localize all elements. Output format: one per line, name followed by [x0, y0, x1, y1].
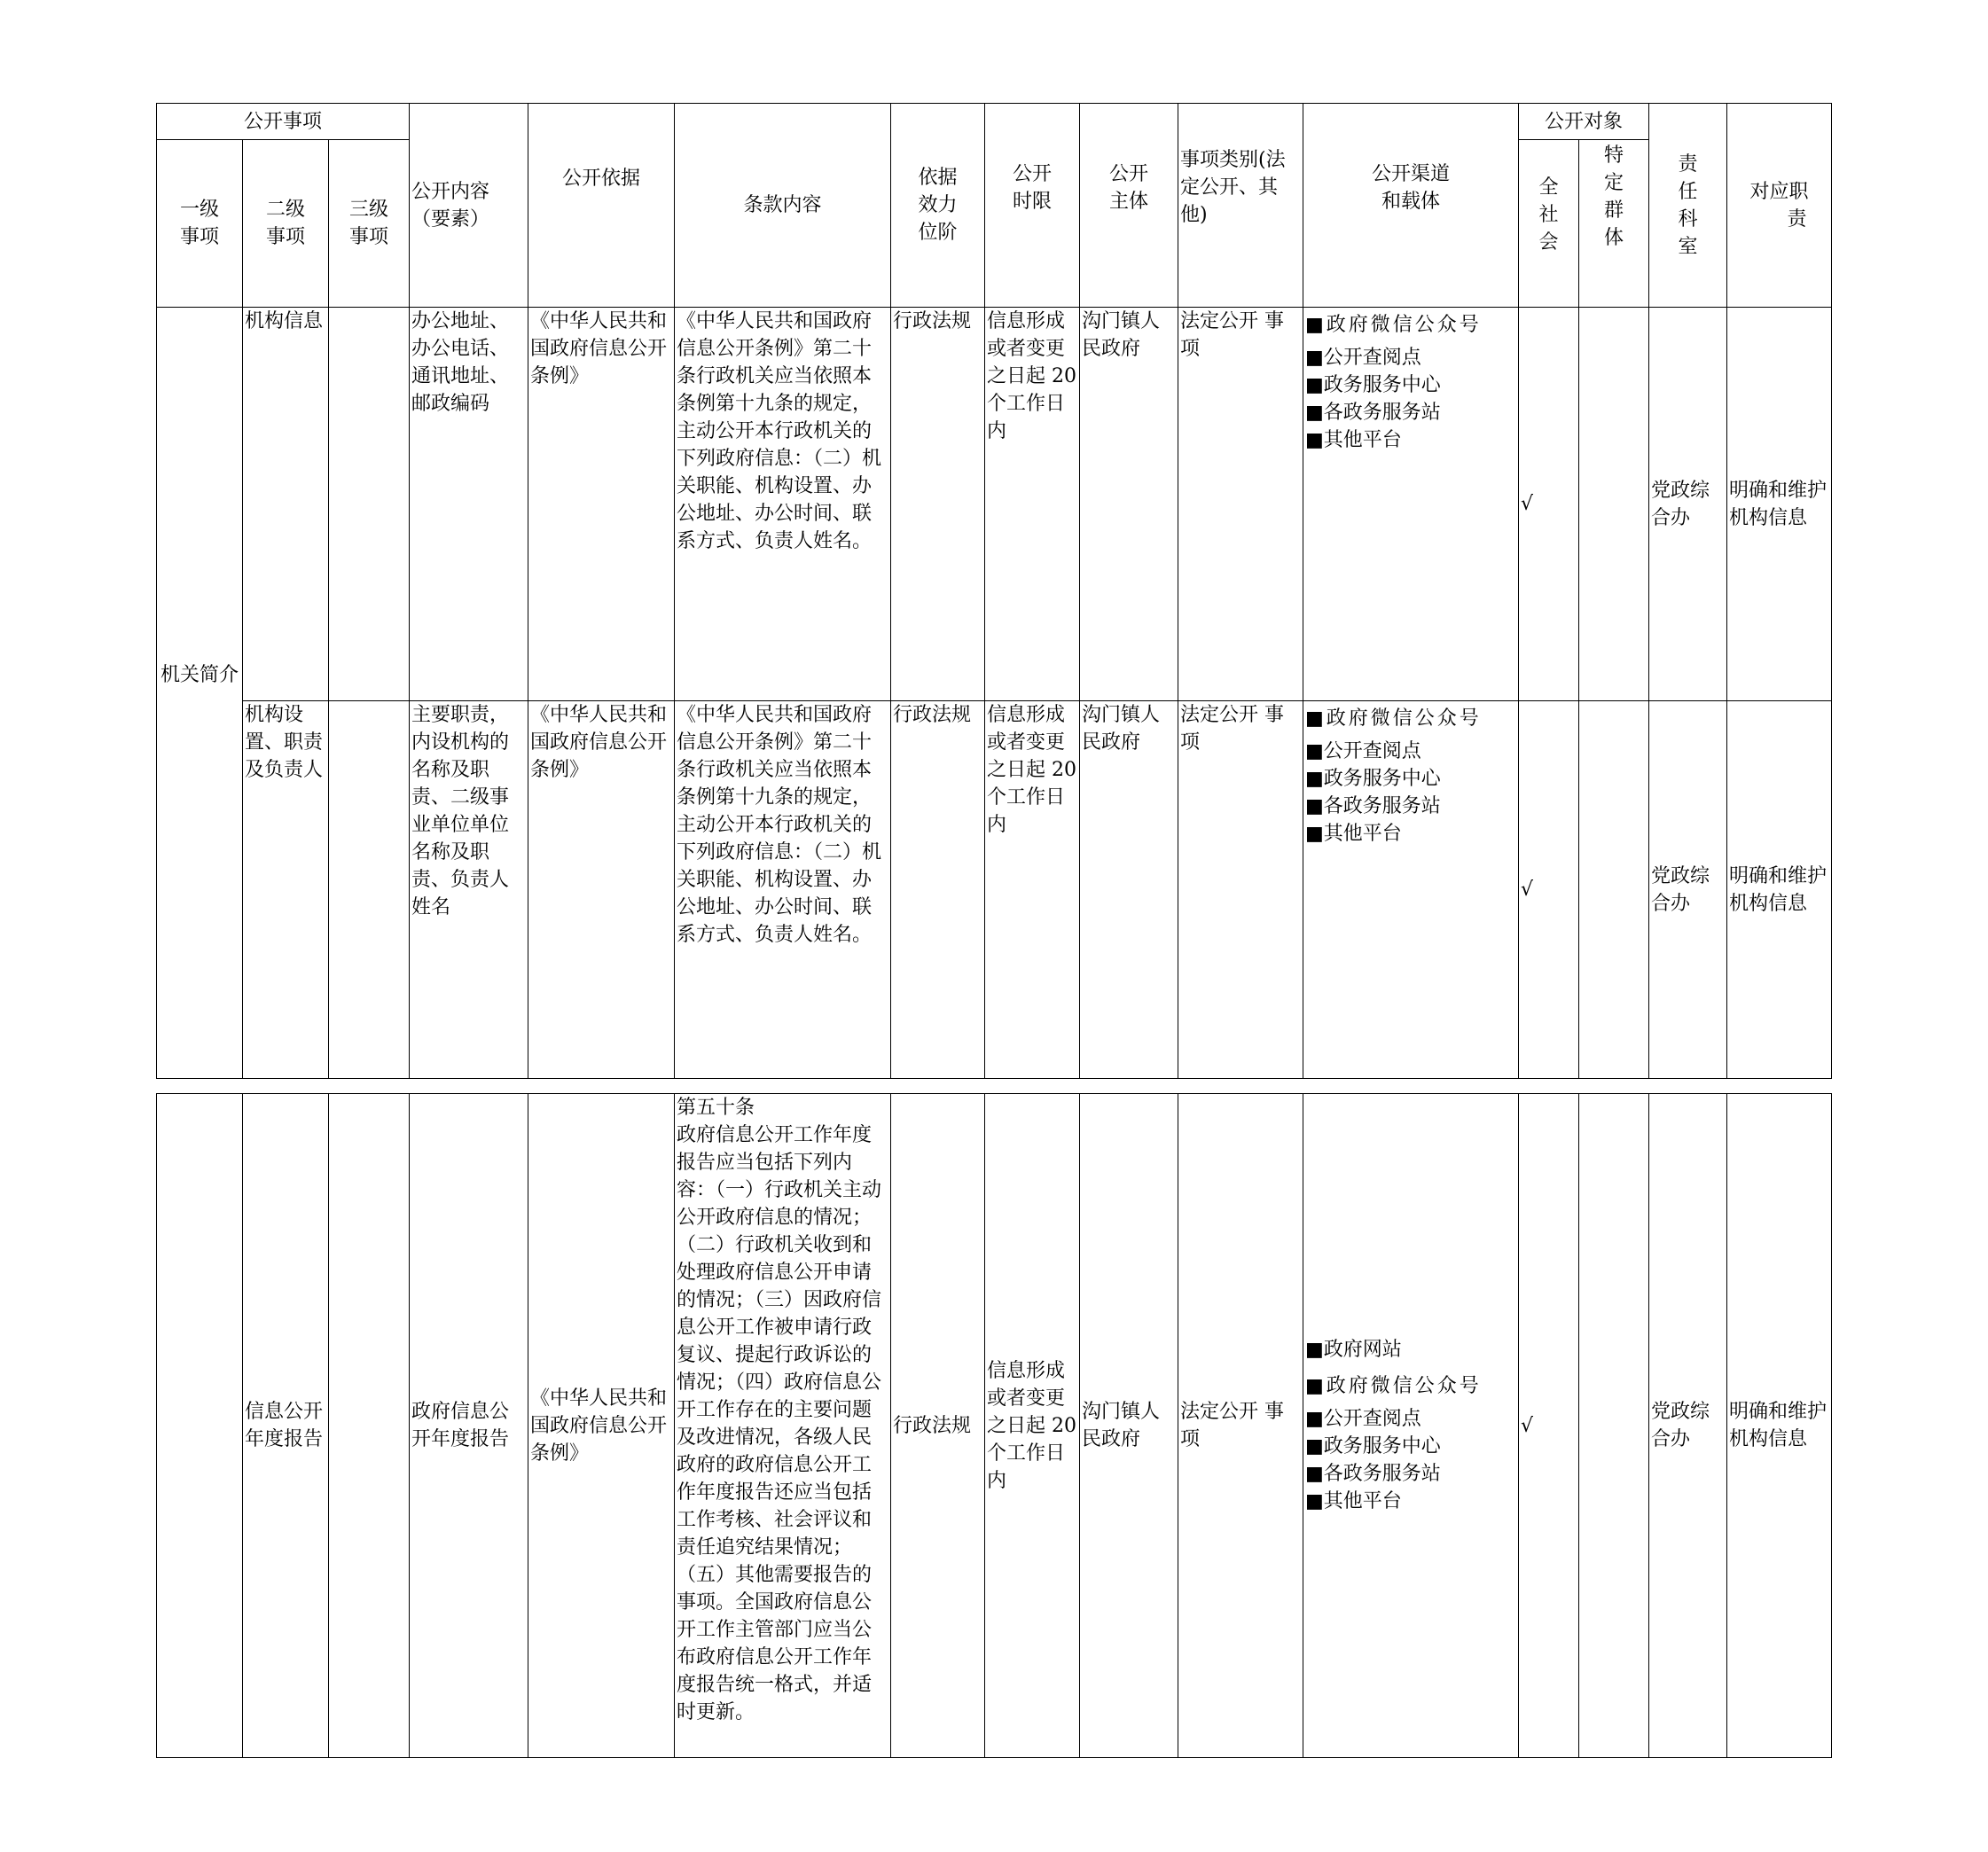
duty-cell: 明确和维护机构信息: [1727, 1094, 1832, 1758]
channel-item: ■公开查阅点: [1305, 740, 1421, 762]
channel-item: ■政府微信公众号: [1305, 314, 1482, 336]
dept-cell: 党政综合办: [1649, 1094, 1727, 1758]
header-audience-specific: 特 定 群 体: [1579, 140, 1649, 308]
header-dept: 责 任 科 室: [1649, 104, 1727, 308]
level2-cell: 机构信息: [243, 308, 329, 701]
audience-all-cell: √: [1519, 1094, 1579, 1758]
audience-specific-cell: [1579, 308, 1649, 701]
header-content: 公开内容（要素）: [410, 104, 528, 308]
basis-cell: 《中华人民共和国政府信息公开条例》: [528, 1094, 675, 1758]
channel-item: ■其他平台: [1305, 429, 1402, 451]
disclosure-table-page2: [156, 1093, 1832, 1758]
channel-item: ■政府网站: [1305, 1339, 1402, 1361]
header-time-limit: 公开 时限: [985, 104, 1080, 308]
duty-cell: 明确和维护机构信息: [1727, 308, 1832, 701]
subject-cell: 沟门镇人民政府: [1080, 308, 1178, 701]
audience-specific-cell: [1579, 701, 1649, 1079]
duty-cell: 明确和维护机构信息: [1727, 701, 1832, 1079]
effect-cell: 行政法规: [891, 1094, 985, 1758]
dept-cell: 党政综合办: [1649, 308, 1727, 701]
header-clause: 条款内容: [675, 104, 891, 308]
header-audience-all: 全 社 会: [1519, 140, 1579, 308]
level2-cell: 信息公开年度报告: [243, 1094, 329, 1758]
level2-cell: 机构设置、职责及负责人: [243, 701, 329, 1079]
effect-cell: 行政法规: [891, 701, 985, 1079]
clause-cell: 《中华人民共和国政府信息公开条例》第二十条行政机关应当依照本条例第十九条的规定，主动公开本行政机关的下列政府信息：（二）机关职能、机构设置、办公地址、办公时间、联系方式、负责人姓名。: [675, 701, 891, 1079]
channel-item: ■政务服务中心: [1305, 768, 1441, 790]
level3-cell: [329, 701, 410, 1079]
channel-item: ■政府微信公众号: [1305, 707, 1482, 730]
subject-cell: 沟门镇人民政府: [1080, 701, 1178, 1079]
level3-cell: [329, 308, 410, 701]
audience-all-cell: √: [1519, 701, 1579, 1079]
time-limit-cell: 信息形成或者变更之日起 20个工作日内: [985, 308, 1080, 701]
category-cell: 法定公开 事项: [1178, 308, 1303, 701]
channel-cell: [1303, 308, 1519, 701]
header-basis: 公开依据: [528, 104, 675, 308]
header-level2: 二级 事项: [243, 140, 329, 308]
content-cell: 主要职责，内设机构的名称及职责、二级事业单位单位名称及职责、负责人姓名: [410, 701, 528, 1079]
table-row: [157, 1094, 1832, 1758]
clause-cell: [675, 1094, 891, 1758]
audience-all-cell: √: [1519, 308, 1579, 701]
level1-cell: [157, 1094, 243, 1758]
content-cell: 办公地址、办公电话、通讯地址、邮政编码: [410, 308, 528, 701]
content-cell: 政府信息公开年度报告: [410, 1094, 528, 1758]
clause-title: 第五十条: [677, 1097, 755, 1119]
channel-item: ■各政务服务站: [1305, 402, 1441, 424]
table-row: [157, 308, 1832, 701]
clause-text: 政府信息公开工作年度报告应当包括下列内容：（一）行政机关主动公开政府信息的情况；（二）行政机关收到和处理政府信息公开申请的情况；（三）因政府信息公开工作被申请行政复议、提起行政诉讼的情况；（四）政府信息公开工作存在的主要问题及改进情况，各级人民政府的政府信息公开工作年度报告还应当包括工作考核、社会评议和责任追究结果情况；（五）其他需要报告的事项。全国政府信息公开工作主管部门应当公布政府信息公开工作年度报告统一格式，并适时更新。: [677, 1124, 882, 1723]
header-public-items: 公开事项: [157, 104, 410, 140]
audience-specific-cell: [1579, 1094, 1649, 1758]
header-channel: 公开渠道 和载体: [1303, 104, 1519, 308]
header-duty: 对应职 责: [1727, 104, 1832, 308]
basis-cell: 《中华人民共和国政府信息公开条例》: [528, 308, 675, 701]
basis-cell: 《中华人民共和国政府信息公开条例》: [528, 701, 675, 1079]
level1-cell: 机关简介: [157, 308, 243, 1079]
level3-cell: [329, 1094, 410, 1758]
subject-cell: 沟门镇人民政府: [1080, 1094, 1178, 1758]
effect-cell: 行政法规: [891, 308, 985, 701]
channel-item: ■政务服务中心: [1305, 374, 1441, 396]
category-cell: 法定公开 事项: [1178, 701, 1303, 1079]
channel-item: ■其他平台: [1305, 1490, 1402, 1512]
channel-item: ■其他平台: [1305, 823, 1402, 845]
header-level3: 三级 事项: [329, 140, 410, 308]
table-row: [157, 701, 1832, 1079]
disclosure-table-page1: [156, 103, 1832, 1079]
channel-item: ■政务服务中心: [1305, 1435, 1441, 1457]
channel-item: ■公开查阅点: [1305, 1408, 1421, 1430]
header-subject: 公开 主体: [1080, 104, 1178, 308]
channel-item: ■各政务服务站: [1305, 1463, 1441, 1485]
header-audience: 公开对象: [1519, 104, 1649, 140]
channel-item: ■各政务服务站: [1305, 795, 1441, 817]
channel-item: ■政府微信公众号: [1305, 1375, 1482, 1397]
header-effect: 依据 效力 位阶: [891, 104, 985, 308]
channel-item: ■公开查阅点: [1305, 347, 1421, 369]
channel-cell: [1303, 1094, 1519, 1758]
header-level1: 一级 事项: [157, 140, 243, 308]
category-cell: 法定公开 事项: [1178, 1094, 1303, 1758]
channel-cell: [1303, 701, 1519, 1079]
header-category: 事项类别(法定公开、其他): [1178, 104, 1303, 308]
clause-cell: 《中华人民共和国政府信息公开条例》第二十条行政机关应当依照本条例第十九条的规定，主动公开本行政机关的下列政府信息：（二）机关职能、机构设置、办公地址、办公时间、联系方式、负责人姓名。: [675, 308, 891, 701]
dept-cell: 党政综合办: [1649, 701, 1727, 1079]
time-limit-cell: 信息形成或者变更之日起 20个工作日内: [985, 1094, 1080, 1758]
time-limit-cell: 信息形成或者变更之日起 20个工作日内: [985, 701, 1080, 1079]
